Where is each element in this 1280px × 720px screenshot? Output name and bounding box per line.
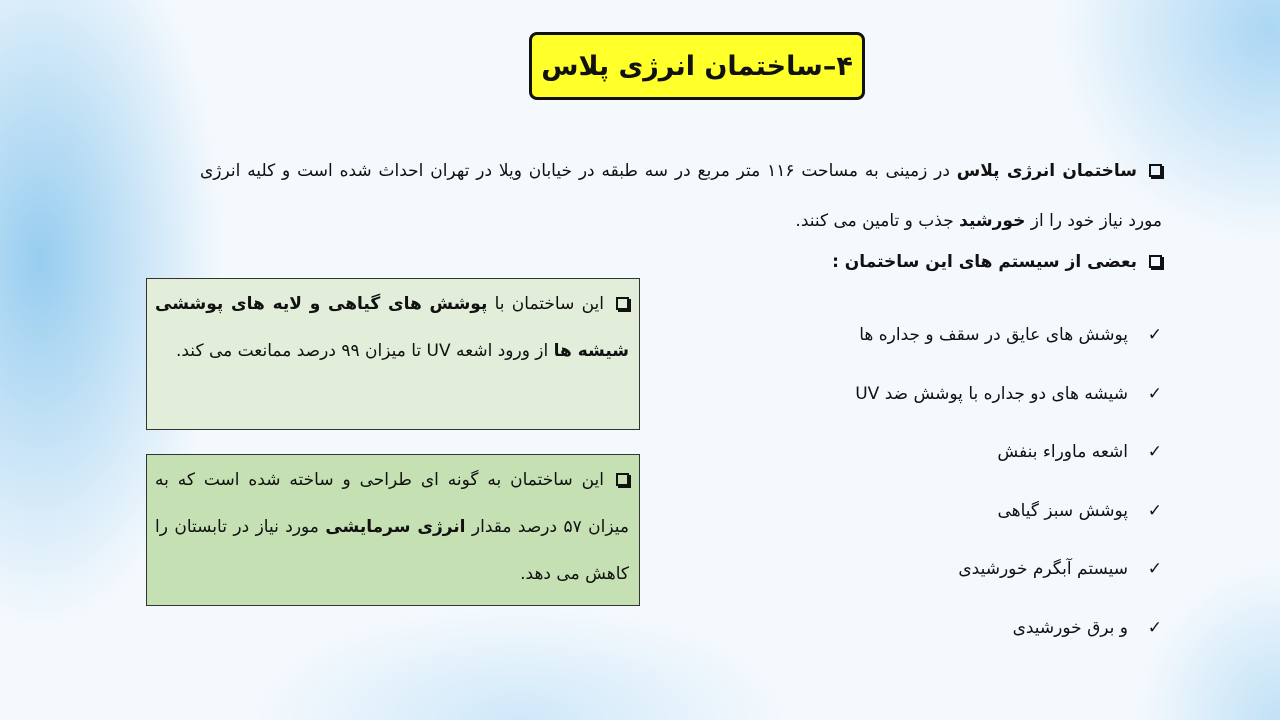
list-item-label: اشعه ماوراء بنفش bbox=[997, 442, 1128, 463]
square-bullet-icon bbox=[616, 473, 629, 486]
box2-bold: انرژی سرمایشی bbox=[325, 517, 466, 537]
square-bullet-icon bbox=[1149, 164, 1162, 177]
intro-paragraph bbox=[200, 146, 1162, 246]
box2-text-b: مورد نیاز در تابستان را کاهش می دهد. bbox=[155, 517, 629, 584]
checkmark-icon: ✓ bbox=[1147, 383, 1162, 404]
box1-text-b: از ورود اشعه UV تا میزان ۹۹ درصد ممانعت می کند. bbox=[175, 341, 554, 361]
list-item-label: پوشش سبز گیاهی bbox=[997, 500, 1128, 521]
uv-protection-box bbox=[146, 278, 640, 430]
square-bullet-icon bbox=[1149, 255, 1162, 268]
intro-text-b: جذب و تامین می کنند. bbox=[795, 211, 960, 231]
intro-bold-name: ساختمان انرژی پلاس bbox=[956, 161, 1137, 181]
square-bullet-icon bbox=[616, 297, 629, 310]
list-item-label: پوشش های عایق در سقف و جداره ها bbox=[859, 325, 1128, 346]
intro-bold-sun: خورشید bbox=[959, 211, 1026, 231]
uv-protection-text bbox=[155, 281, 629, 375]
slide-title bbox=[529, 32, 865, 100]
slide-title-text: ۴–ساختمان انرژی پلاس bbox=[541, 50, 853, 82]
systems-heading-text: بعضی از سیستم های این ساختمان : bbox=[832, 252, 1137, 272]
list-item-label: سیستم آبگرم خورشیدی bbox=[958, 559, 1128, 580]
list-item-label: و برق خورشیدی bbox=[1012, 617, 1128, 638]
systems-heading bbox=[700, 252, 1162, 272]
cooling-energy-text bbox=[155, 457, 629, 598]
intro-text-a: در زمینی به مساحت ۱۱۶ متر مربع در سه طبقه در خیابان ویلا در تهران احداث شده است و کلیه انرژی مورد نیاز خود را از bbox=[200, 161, 1162, 231]
box1-bold: پوشش های گیاهی و لایه های پوششی شیشه ها bbox=[155, 294, 629, 361]
list-item bbox=[855, 599, 1162, 658]
checkmark-icon: ✓ bbox=[1147, 325, 1162, 346]
checkmark-icon: ✓ bbox=[1147, 559, 1162, 580]
list-item bbox=[855, 306, 1162, 365]
list-item bbox=[855, 482, 1162, 541]
list-item bbox=[855, 540, 1162, 599]
checkmark-icon: ✓ bbox=[1147, 500, 1162, 521]
checkmark-icon: ✓ bbox=[1147, 617, 1162, 638]
list-item bbox=[855, 423, 1162, 482]
cooling-energy-box bbox=[146, 454, 640, 606]
list-item bbox=[855, 365, 1162, 424]
list-item-label: شیشه های دو جداره با پوشش ضد UV bbox=[855, 383, 1128, 404]
systems-list bbox=[855, 306, 1162, 657]
box1-text-a: این ساختمان با bbox=[487, 294, 604, 314]
checkmark-icon: ✓ bbox=[1147, 442, 1162, 463]
box2-text-a: این ساختمان به گونه ای طراحی و ساخته شده است که به میزان ۵۷ درصد مقدار bbox=[155, 470, 629, 537]
